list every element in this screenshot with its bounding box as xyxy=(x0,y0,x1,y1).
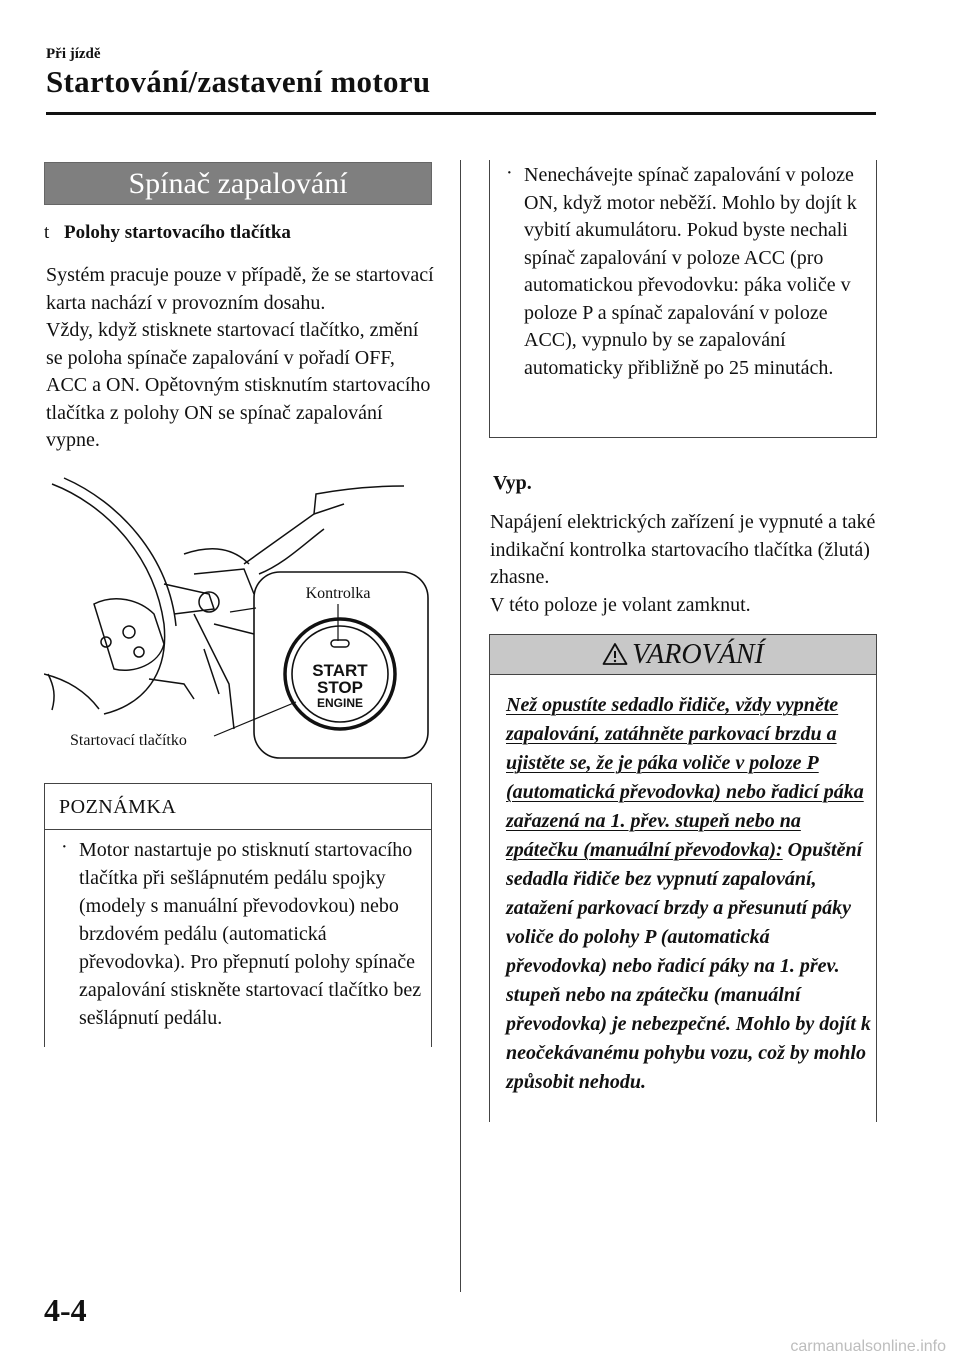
note-title: POZNÁMKA xyxy=(59,796,177,818)
warning-body-text: Opuštění sedadla řidiče bez vypnutí zapalování, zatažení parkovací brzdy a přesunutí páky voliče do polohy P (automatická převodovka) nebo řadicí páky na 1. přev. stupeň nebo na zpátečku (manuální převodovka) je nebezpečné. Mohlo by dojít k neočekávanému pohybu vozu, což by mohlo způsobit nehodu. xyxy=(506,839,871,1093)
warning-triangle-icon xyxy=(602,642,628,666)
start-stop-button-icon xyxy=(285,619,395,729)
chapter-title: Startování/zastavení motoru xyxy=(46,64,431,99)
button-text-stop: STOP xyxy=(317,678,363,697)
warning-box xyxy=(489,634,877,1122)
button-text-engine: ENGINE xyxy=(316,696,364,710)
sub-heading xyxy=(44,222,291,244)
label-startovaci-tlacitko: Startovací tlačítko xyxy=(70,732,187,749)
vyp-paragraph: Napájení elektrických zařízení je vypnuté a také indikační kontrolka startovacího tlačítka (žlutá) zhasne. V této poloze je volant zamknut. xyxy=(490,511,876,616)
indicator-lamp-icon xyxy=(331,640,349,647)
sub-heading-marker: t xyxy=(44,222,50,243)
header-rule xyxy=(46,112,876,115)
warning-underlined-text: Než opustíte sedadlo řidiče, vždy vypněte zapalování, zatáhněte parkovací brzdu a ujistěte se, že je páka voliče v poloze P (automatická převodovka) nebo řadicí páka zařazená na 1. přev. stupeň nebo na zpátečku (manuální převodovka): xyxy=(506,694,864,861)
warning-text xyxy=(506,691,872,1097)
breadcrumb: Při jízdě xyxy=(46,46,101,62)
note-continued-text: Nenechávejte spínač zapalování v poloze ON, když motor neběží. Mohlo by dojít k vybití akumulátoru. Pokud byste nechali spínač zapalování v poloze ACC (pro automatickou převodovku: páka voliče v poloze P a spínač zapalování v poloze ACC), vypnulo by se zapalování automaticky přibližně po 25 minutách. xyxy=(524,164,857,379)
note-bullet: · xyxy=(61,836,68,858)
start-button-illustration xyxy=(44,474,432,764)
intro-paragraph: Systém pracuje pouze v případě, že se startovací karta nachází v provozním dosahu. Vždy, když stisknete startovací tlačítko, změní se poloha spínače zapalování v pořadí OFF, ACC a ON. Opětovným stisknutím startovacího tlačítka z polohy ON se spínač zapalování vypne. xyxy=(46,264,434,451)
section-title: Spínač zapalování xyxy=(44,162,432,205)
page-number: 4-4 xyxy=(44,1292,87,1328)
note-text: Motor nastartuje po stisknutí startovacího tlačítka při sešlápnutém pedálu spojky (modely s manuální převodovkou) nebo brzdovém pedálu (automatická převodovka). Pro přepnutí polohy spínače zapalování stiskněte startovací tlačítko bez sešlápnutí pedálu. xyxy=(79,839,422,1029)
sub-heading-text: Polohy startovacího tlačítka xyxy=(64,222,291,243)
watermark: carmanualsonline.info xyxy=(790,1338,946,1355)
vyp-heading: Vyp. xyxy=(493,472,532,494)
note-box xyxy=(44,783,432,1047)
label-kontrolka: Kontrolka xyxy=(305,585,371,602)
note-continued-box xyxy=(489,160,877,438)
warning-header xyxy=(490,635,876,675)
button-text-start: START xyxy=(312,661,368,680)
warning-title: VAROVÁNÍ xyxy=(632,639,764,670)
note-title-rule xyxy=(45,829,431,830)
column-divider xyxy=(460,160,461,1292)
note-continued-bullet: · xyxy=(506,162,513,184)
